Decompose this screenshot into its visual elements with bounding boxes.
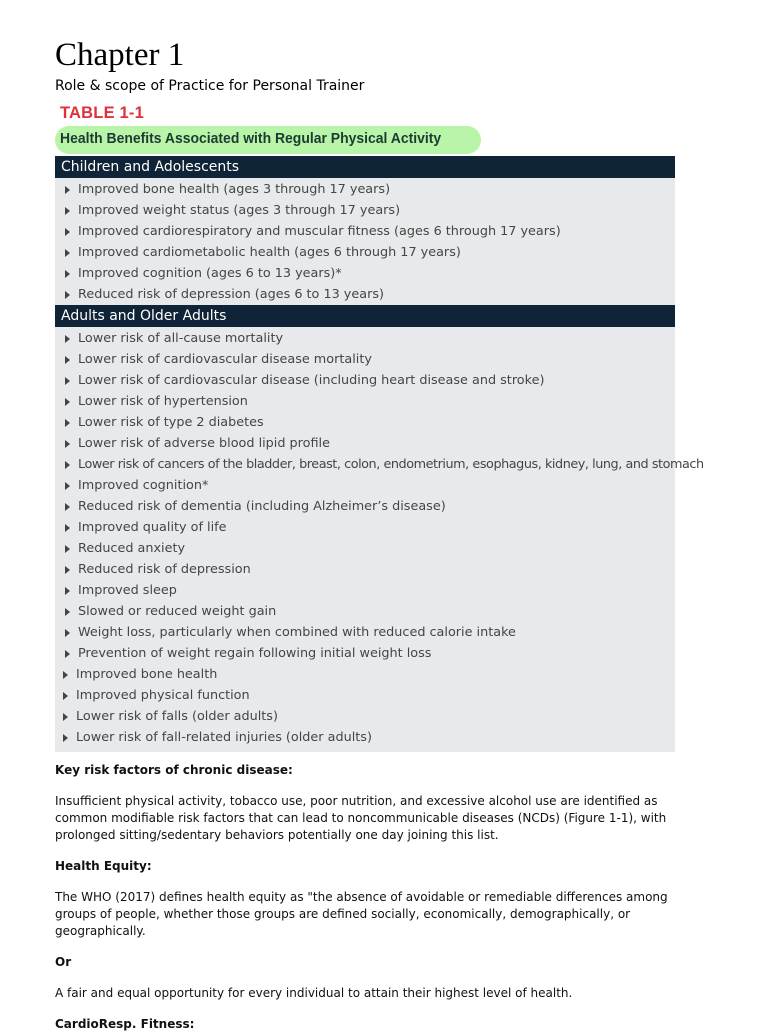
list-item: Lower risk of type 2 diabetes [55, 412, 675, 433]
triangle-bullet-icon [65, 566, 70, 574]
list-item: Improved sleep [55, 580, 675, 601]
list-item: Lower risk of falls (older adults) [55, 706, 675, 727]
list-item: Lower risk of all-cause mortality [55, 328, 675, 349]
list-item: Lower risk of cancers of the bladder, breast, colon, endometrium, esophagus, kidney, lung, and stomach [55, 454, 675, 475]
list-item: Prevention of weight regain following initial weight loss [55, 643, 675, 664]
triangle-bullet-icon [65, 545, 70, 553]
cardio-fitness-title: CardioResp. Fitness: [55, 1017, 195, 1031]
list-item: Lower risk of adverse blood lipid profile [55, 433, 675, 454]
children-benefit-list [55, 179, 675, 305]
list-item: Reduced risk of depression (ages 6 to 13 years) [55, 284, 675, 305]
triangle-bullet-icon [65, 356, 70, 364]
triangle-bullet-icon [65, 291, 70, 299]
list-item: Lower risk of fall-related injuries (older adults) [55, 727, 675, 748]
chapter-title: Chapter 1 [55, 37, 185, 73]
triangle-bullet-icon [65, 629, 70, 637]
list-item: Reduced anxiety [55, 538, 675, 559]
triangle-bullet-icon [65, 503, 70, 511]
notes-section [55, 762, 705, 1033]
list-item: Improved bone health (ages 3 through 17 years) [55, 179, 675, 200]
triangle-bullet-icon [63, 713, 68, 721]
list-item: Improved bone health [55, 664, 675, 685]
list-item: Slowed or reduced weight gain [55, 601, 675, 622]
triangle-bullet-icon [65, 461, 70, 469]
triangle-bullet-icon [65, 249, 70, 257]
triangle-bullet-icon [65, 524, 70, 532]
triangle-bullet-icon [65, 419, 70, 427]
table-heading: Health Benefits Associated with Regular Physical Activity [60, 130, 442, 147]
list-item: Improved weight status (ages 3 through 17 years) [55, 200, 675, 221]
section-header-children: Children and Adolescents [55, 156, 675, 178]
risk-factors-title: Key risk factors of chronic disease: [55, 763, 293, 777]
list-item: Improved cardiorespiratory and muscular fitness (ages 6 through 17 years) [55, 221, 675, 242]
triangle-bullet-icon [63, 734, 68, 742]
or-label: Or [55, 955, 72, 969]
triangle-bullet-icon [63, 692, 68, 700]
list-item: Improved quality of life [55, 517, 675, 538]
triangle-bullet-icon [65, 377, 70, 385]
list-item: Lower risk of hypertension [55, 391, 675, 412]
triangle-bullet-icon [65, 228, 70, 236]
triangle-bullet-icon [65, 650, 70, 658]
health-equity-title: Health Equity: [55, 859, 152, 873]
health-equity-text: The WHO (2017) defines health equity as "the absence of avoidable or remediable differences among groups of people, whether those groups are defined socially, economically, demographically, or geographically. [55, 890, 668, 938]
list-item: Reduced risk of dementia (including Alzheimer’s disease) [55, 496, 675, 517]
triangle-bullet-icon [65, 207, 70, 215]
adults-benefit-list [55, 328, 704, 748]
document-page [55, 36, 705, 1033]
section-header-adults: Adults and Older Adults [55, 305, 675, 327]
list-item: Improved physical function [55, 685, 675, 706]
triangle-bullet-icon [65, 587, 70, 595]
list-item: Lower risk of cardiovascular disease mortality [55, 349, 675, 370]
risk-factors-text: Insufficient physical activity, tobacco use, poor nutrition, and excessive alcohol use are identified as common modifiable risk factors that can lead to noncommunicable diseases (NCDs) (Figure 1-1), with prolonged sitting/sedentary behaviors potentially one day joining this list. [55, 794, 667, 842]
list-item: Improved cardiometabolic health (ages 6 through 17 years) [55, 242, 675, 263]
list-item: Improved cognition* [55, 475, 675, 496]
list-item: Weight loss, particularly when combined with reduced calorie intake [55, 622, 675, 643]
table-heading-highlight [55, 126, 705, 156]
triangle-bullet-icon [65, 482, 70, 490]
triangle-bullet-icon [65, 608, 70, 616]
list-item: Improved cognition (ages 6 to 13 years)* [55, 263, 675, 284]
triangle-bullet-icon [65, 186, 70, 194]
triangle-bullet-icon [65, 335, 70, 343]
triangle-bullet-icon [65, 270, 70, 278]
triangle-bullet-icon [63, 671, 68, 679]
list-item: Lower risk of cardiovascular disease (including heart disease and stroke) [55, 370, 675, 391]
benefits-table [55, 156, 704, 752]
table-label: TABLE 1-1 [60, 104, 145, 122]
list-item: Reduced risk of depression [55, 559, 675, 580]
chapter-subtitle: Role & scope of Practice for Personal Trainer [55, 78, 365, 94]
triangle-bullet-icon [65, 440, 70, 448]
triangle-bullet-icon [65, 398, 70, 406]
health-equity-alt-text: A fair and equal opportunity for every individual to attain their highest level of health. [55, 986, 573, 1000]
